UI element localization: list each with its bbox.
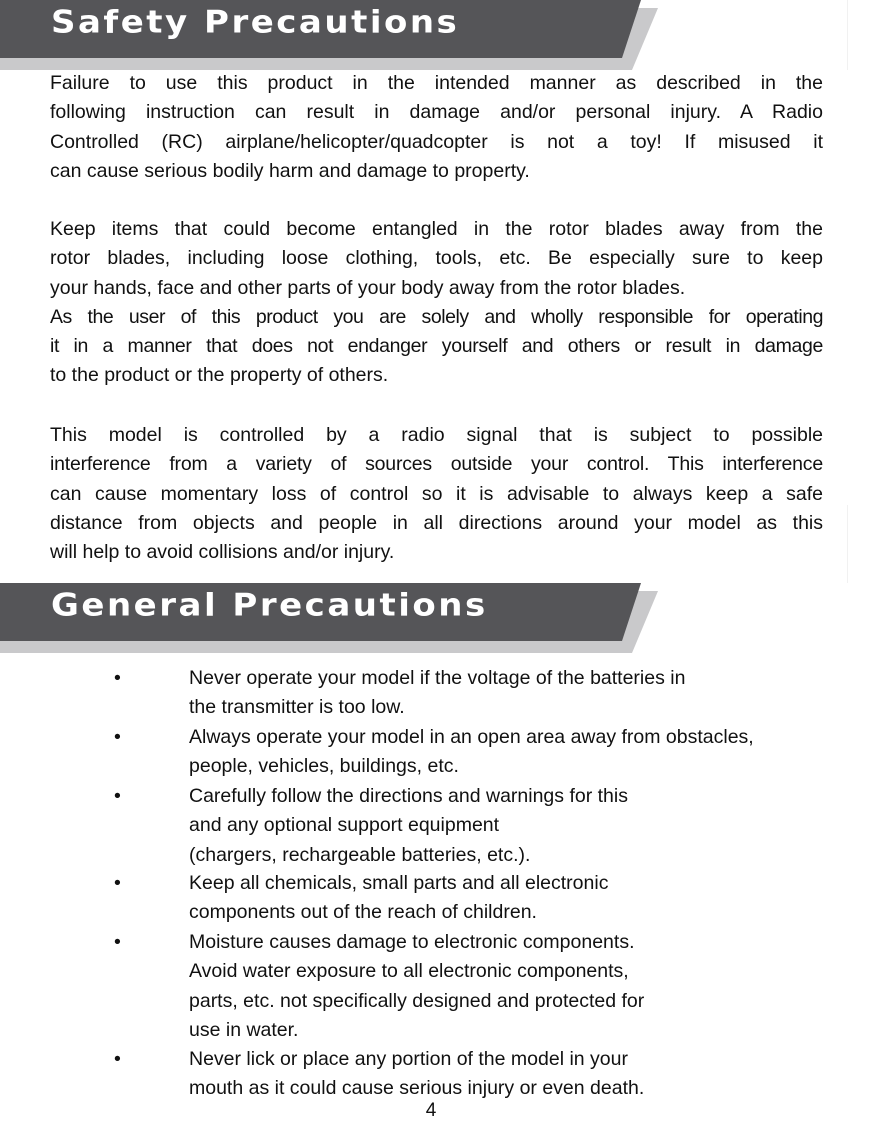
page-number: 4 (425, 1100, 437, 1121)
list-item: Always operate your model in an open area away from obstacles, people, vehicles, buildings, etc. (189, 726, 754, 778)
list-item: Moisture causes damage to electronic components. Avoid water exposure to all electronic components, parts, etc. not specifically designed and protected for use in water. (189, 931, 645, 1041)
safety-paragraph-3: This model is controlled by a radio signal that is subject to possible interference from a variety of sources outside your control. This interference can cause momentary loss of control so it is advisable to always keep a safe distance from objects and people in all directions around your model as this will help to avoid collisions and/or injury. (50, 424, 823, 564)
bullet-marker: • (114, 667, 121, 689)
bullet-marker: • (114, 872, 121, 894)
bullet-marker: • (114, 726, 121, 748)
list-item: Keep all chemicals, small parts and all electronic components out of the reach of children. (189, 872, 609, 924)
bullet-marker: • (114, 1048, 121, 1070)
list-item: Never operate your model if the voltage of the batteries in the transmitter is too low. (189, 667, 686, 719)
list-item: Never lick or place any portion of the model in your mouth as it could cause serious injury or even death. (189, 1048, 645, 1100)
safety-precautions-title: Safety Precautions (51, 4, 460, 41)
edge-mark (847, 0, 874, 70)
list-item: Carefully follow the directions and warnings for this and any optional support equipment (chargers, rechargeable batteries, etc.). (189, 785, 628, 866)
edge-mark (847, 505, 874, 583)
bullet-marker: • (114, 931, 121, 953)
general-precautions-banner (0, 583, 660, 653)
safety-precautions-banner (0, 0, 660, 70)
general-precautions-title: General Precautions (51, 587, 488, 624)
safety-paragraph-2: Keep items that could become entangled in the rotor blades away from the rotor blades, including loose clothing, tools, etc. Be especially sure to keep your hands, face and other parts of your body away from the rotor blades. As the user of this product you are solely and wholly responsible for operating it in a manner that does not endanger yourself and others or result in damage to the product or the property of others. (50, 218, 823, 387)
safety-paragraph-1: Failure to use this product in the intended manner as described in the following instruction can result in damage and/or personal injury. A Radio Controlled (RC) airplane/helicopter/quadcopter is not a toy! If misused it can cause serious bodily harm and damage to property. (50, 72, 823, 182)
bullet-marker: • (114, 785, 121, 807)
